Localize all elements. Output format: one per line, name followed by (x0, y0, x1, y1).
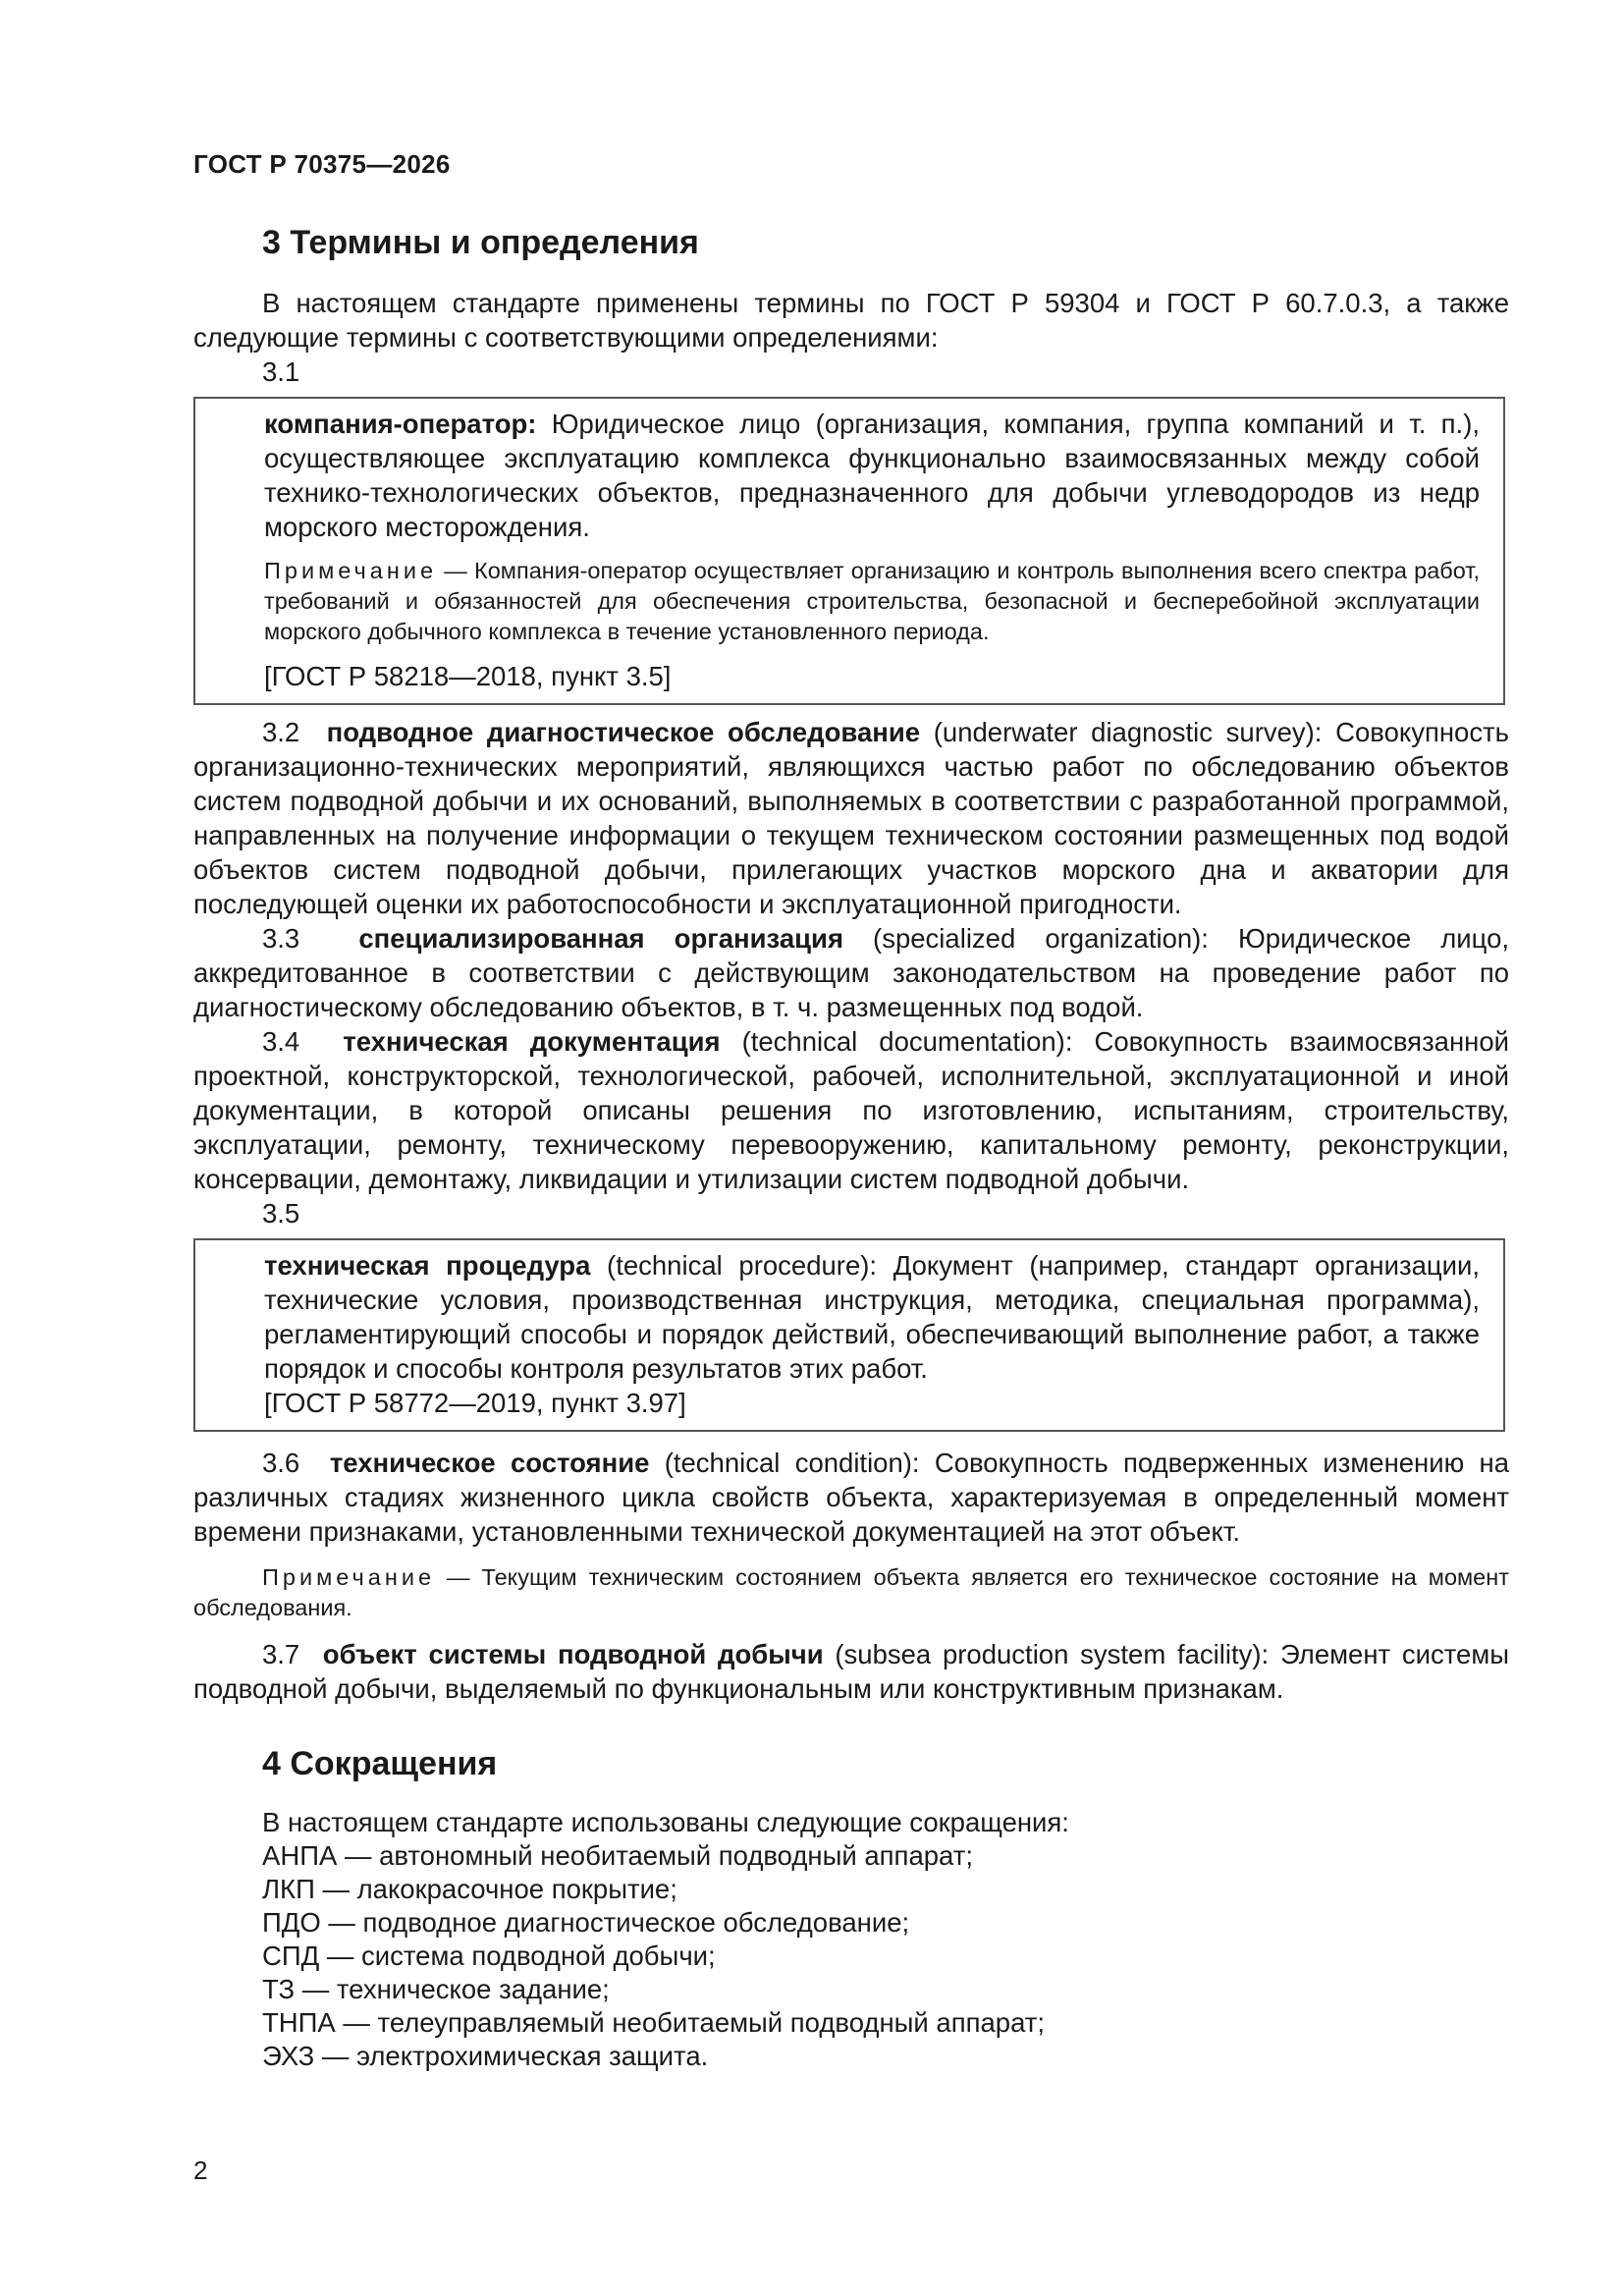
term-3-1-note-text: — Компания-оператор осуществляет организацию и контроль выполнения всего спектра работ, требований и обязанностей для обеспечения строительства, безопасной и бесперебойной эксплуатации морского добычного комплекса в течение установленного периода. (264, 558, 1480, 644)
term-3-6-note-text: — Текущим техническим состоянием объекта является его техническое состояние на момент обследования. (193, 1564, 1509, 1620)
term-3-6-note-label: Примечание (262, 1564, 436, 1590)
term-3-1-text: Юридическое лицо (организация, компания, группа компаний и т. п.), осуществляющее эксплуатацию комплекса функционально взаимосвязанных между собой технико-технологических объектов, предназначенного для добычи углеводородов из недр морского месторождения. (264, 409, 1480, 542)
term-3-1-reference: [ГОСТ Р 58218—2018, пункт 3.5] (264, 661, 672, 691)
term-3-1-number: 3.1 (262, 356, 300, 387)
term-3-2-text: (underwater diagnostic survey): Совокупность организационно-технических мероприятий, являющихся частью работ по обследованию объектов систем подводной добычи и их оснований, выполняемых в соответствии с разработанной программой, направленных на получение информации о текущем техническом состоянии размещенных под водой объектов систем подводной добычи, прилегающих участков морского дна и акватории для последующей оценки их работоспособности и эксплуатационной пригодности. (193, 717, 1509, 919)
abbreviation-item: ПДО — подводное диагностическое обследование; (262, 1907, 910, 1938)
term-3-7-number: 3.7 (262, 1639, 300, 1669)
term-3-3-number: 3.3 (262, 923, 300, 954)
term-3-5-box (193, 1238, 1505, 1432)
term-3-1-note (264, 556, 1480, 647)
term-3-3 (193, 921, 1509, 1024)
term-3-2-number: 3.2 (262, 717, 300, 747)
abbreviation-list (193, 1839, 1509, 2073)
term-3-3-term: специализированная организация (358, 923, 843, 954)
section-4-title: 4 Сокращения (262, 1745, 498, 1782)
term-3-5-term: техническая процедура (264, 1250, 591, 1281)
abbreviation-item: ТЗ — техническое задание; (262, 1974, 610, 2004)
term-3-7-text: (subsea production system facility): Элемент системы подводной добычи, выделяемый по функциональным или конструктивным признакам. (193, 1639, 1510, 1704)
term-3-4-text: (technical documentation): Совокупность взаимосвязанной проектной, конструкторской, технологической, рабочей, исполнительной, эксплуатационной и иной документации, в которой описаны решения по изготовлению, испытаниям, строительству, эксплуатации, ремонту, техническому перевооружению, капитальному ремонту, реконструкции, консервации, демонтажу, ликвидации и утилизации систем подводной добычи. (193, 1026, 1510, 1194)
term-3-7-term: объект системы подводной добычи (322, 1639, 824, 1669)
document-header: ГОСТ Р 70375—2026 (193, 149, 451, 179)
abbreviation-item: АНПА — автономный необитаемый подводный аппарат; (262, 1840, 973, 1871)
term-3-5-text: (technical procedure): Документ (например, стандарт организации, технические условия, производственная инструкция, методика, специальная программа), регламентирующий способы и порядок действий, обеспечивающий выполнение работ, а также порядок и способы контроля результатов этих работ. (264, 1250, 1480, 1384)
term-3-1-note-label: Примечание (264, 558, 438, 583)
abbreviation-item: ТНПА — телеуправляемый необитаемый подводный аппарат; (262, 2007, 1046, 2038)
term-3-1-term: компания-оператор: (264, 409, 537, 439)
term-3-5-definition (264, 1248, 1480, 1386)
term-3-6-text: (technical condition): Совокупность подверженных изменению на различных стадиях жизненного цикла свойств объекта, характеризуемая в определенный момент времени признаками, установленными технической документацией на этот объект. (193, 1448, 1509, 1547)
term-3-6-term: техническое состояние (329, 1448, 650, 1478)
abbreviation-item: СПД — система подводной добычи; (262, 1941, 716, 1971)
term-3-2-term: подводное диагностическое обследование (326, 717, 921, 747)
term-3-4-term: техническая документация (343, 1026, 721, 1057)
term-3-1-box (193, 397, 1505, 705)
term-3-4 (193, 1024, 1509, 1196)
abbreviation-item: ЛКП — лакокрасочное покрытие; (262, 1874, 677, 1904)
term-3-5-number: 3.5 (262, 1198, 300, 1229)
section-3-intro: В настоящем стандарте применены термины по ГОСТ Р 59304 и ГОСТ Р 60.7.0.3, а также следующие термины с соответствующими определениями: (193, 288, 1509, 353)
term-3-5-reference: [ГОСТ Р 58772—2019, пункт 3.97] (264, 1388, 686, 1418)
page-number: 2 (193, 2156, 208, 2185)
abbreviation-item: ЭХЗ — электрохимическая защита. (262, 2041, 709, 2071)
term-3-1-definition (264, 407, 1480, 544)
section-3-title: 3 Термины и определения (262, 224, 699, 261)
term-3-4-number: 3.4 (262, 1026, 300, 1057)
term-3-6-note (193, 1562, 1509, 1623)
section-3 (193, 224, 1509, 2073)
section-4-intro: В настоящем стандарте использованы следующие сокращения: (262, 1807, 1069, 1837)
term-3-2 (193, 715, 1509, 921)
term-3-6 (193, 1446, 1509, 1549)
term-3-3-text: (specialized organization): Юридическое лицо, аккредитованное в соответствии с действующим законодательством на проведение работ по диагностическому обследованию объектов, в т. ч. размещенных под водой. (193, 923, 1510, 1022)
term-3-7 (193, 1637, 1509, 1706)
term-3-6-number: 3.6 (262, 1448, 300, 1478)
